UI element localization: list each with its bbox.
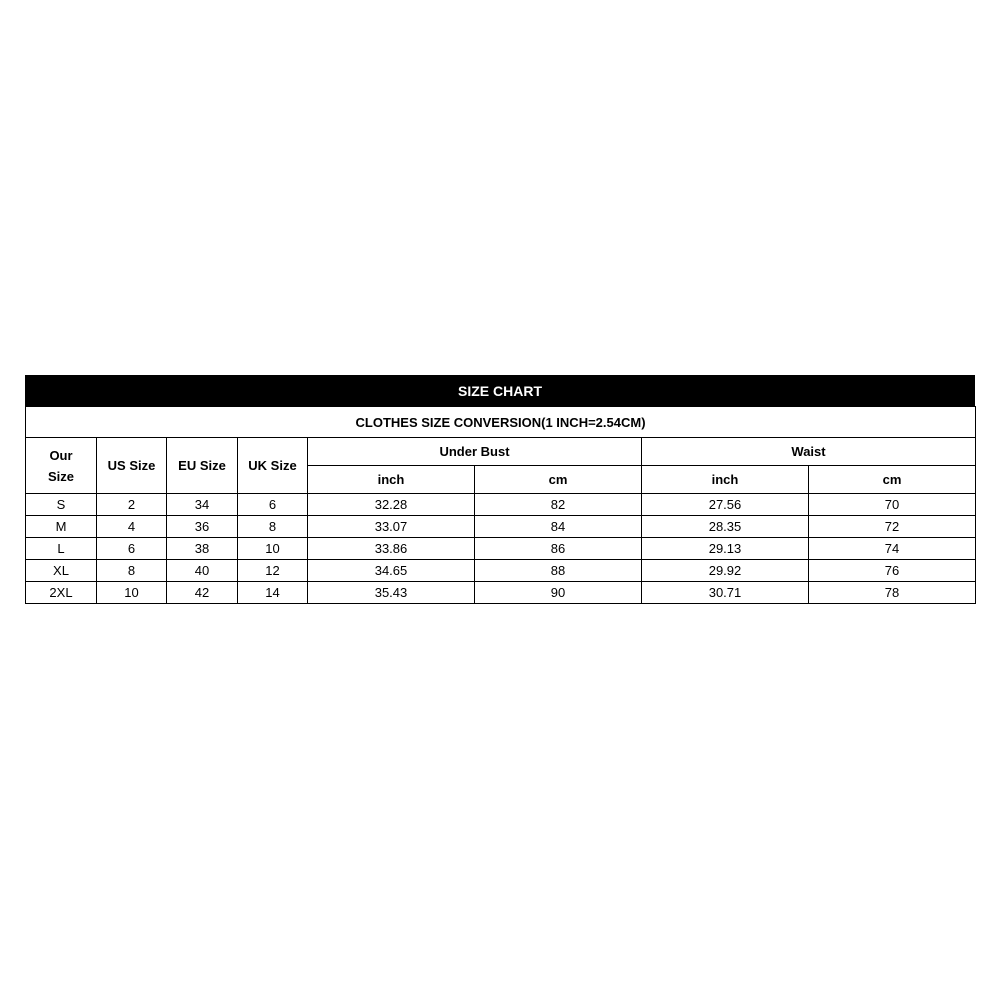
- cell-waist-inch: 29.92: [642, 560, 809, 582]
- cell-our-size: S: [26, 494, 97, 516]
- cell-bust-inch: 32.28: [308, 494, 475, 516]
- cell-bust-cm: 90: [475, 582, 642, 604]
- header-bust-inch: inch: [308, 466, 475, 494]
- cell-waist-cm: 70: [809, 494, 976, 516]
- size-conversion-subtitle: CLOTHES SIZE CONVERSION(1 INCH=2.54CM): [26, 407, 976, 438]
- cell-waist-cm: 74: [809, 538, 976, 560]
- size-chart: [25, 375, 975, 604]
- cell-us-size: 4: [97, 516, 167, 538]
- header-eu-size: EU Size: [167, 438, 238, 494]
- table-row: [26, 494, 976, 516]
- cell-bust-cm: 84: [475, 516, 642, 538]
- cell-eu-size: 34: [167, 494, 238, 516]
- table-row: [26, 538, 976, 560]
- table-row: [26, 560, 976, 582]
- header-under-bust: Under Bust: [308, 438, 642, 466]
- cell-us-size: 6: [97, 538, 167, 560]
- header-bust-cm: cm: [475, 466, 642, 494]
- header-our-size: [26, 438, 97, 494]
- cell-waist-inch: 27.56: [642, 494, 809, 516]
- size-table: [25, 406, 976, 604]
- cell-our-size: M: [26, 516, 97, 538]
- cell-bust-inch: 34.65: [308, 560, 475, 582]
- cell-bust-inch: 33.86: [308, 538, 475, 560]
- cell-waist-cm: 76: [809, 560, 976, 582]
- cell-bust-inch: 33.07: [308, 516, 475, 538]
- cell-uk-size: 8: [238, 516, 308, 538]
- header-waist-cm: cm: [809, 466, 976, 494]
- header-our-size-line1: Our: [49, 447, 73, 463]
- cell-uk-size: 12: [238, 560, 308, 582]
- cell-waist-cm: 72: [809, 516, 976, 538]
- cell-waist-inch: 29.13: [642, 538, 809, 560]
- cell-our-size: 2XL: [26, 582, 97, 604]
- cell-eu-size: 40: [167, 560, 238, 582]
- cell-uk-size: 14: [238, 582, 308, 604]
- header-uk-size: UK Size: [238, 438, 308, 494]
- cell-eu-size: 42: [167, 582, 238, 604]
- cell-us-size: 10: [97, 582, 167, 604]
- header-waist: Waist: [642, 438, 976, 466]
- table-row: [26, 516, 976, 538]
- header-us-size: US Size: [97, 438, 167, 494]
- cell-bust-cm: 82: [475, 494, 642, 516]
- cell-bust-inch: 35.43: [308, 582, 475, 604]
- cell-waist-cm: 78: [809, 582, 976, 604]
- header-our-size-line2: Size: [47, 468, 74, 484]
- cell-bust-cm: 86: [475, 538, 642, 560]
- cell-waist-inch: 30.71: [642, 582, 809, 604]
- cell-uk-size: 10: [238, 538, 308, 560]
- header-waist-inch: inch: [642, 466, 809, 494]
- cell-eu-size: 36: [167, 516, 238, 538]
- cell-our-size: L: [26, 538, 97, 560]
- cell-our-size: XL: [26, 560, 97, 582]
- size-chart-title: SIZE CHART: [25, 375, 975, 406]
- cell-uk-size: 6: [238, 494, 308, 516]
- table-row: [26, 582, 976, 604]
- cell-us-size: 2: [97, 494, 167, 516]
- cell-eu-size: 38: [167, 538, 238, 560]
- cell-waist-inch: 28.35: [642, 516, 809, 538]
- cell-us-size: 8: [97, 560, 167, 582]
- cell-bust-cm: 88: [475, 560, 642, 582]
